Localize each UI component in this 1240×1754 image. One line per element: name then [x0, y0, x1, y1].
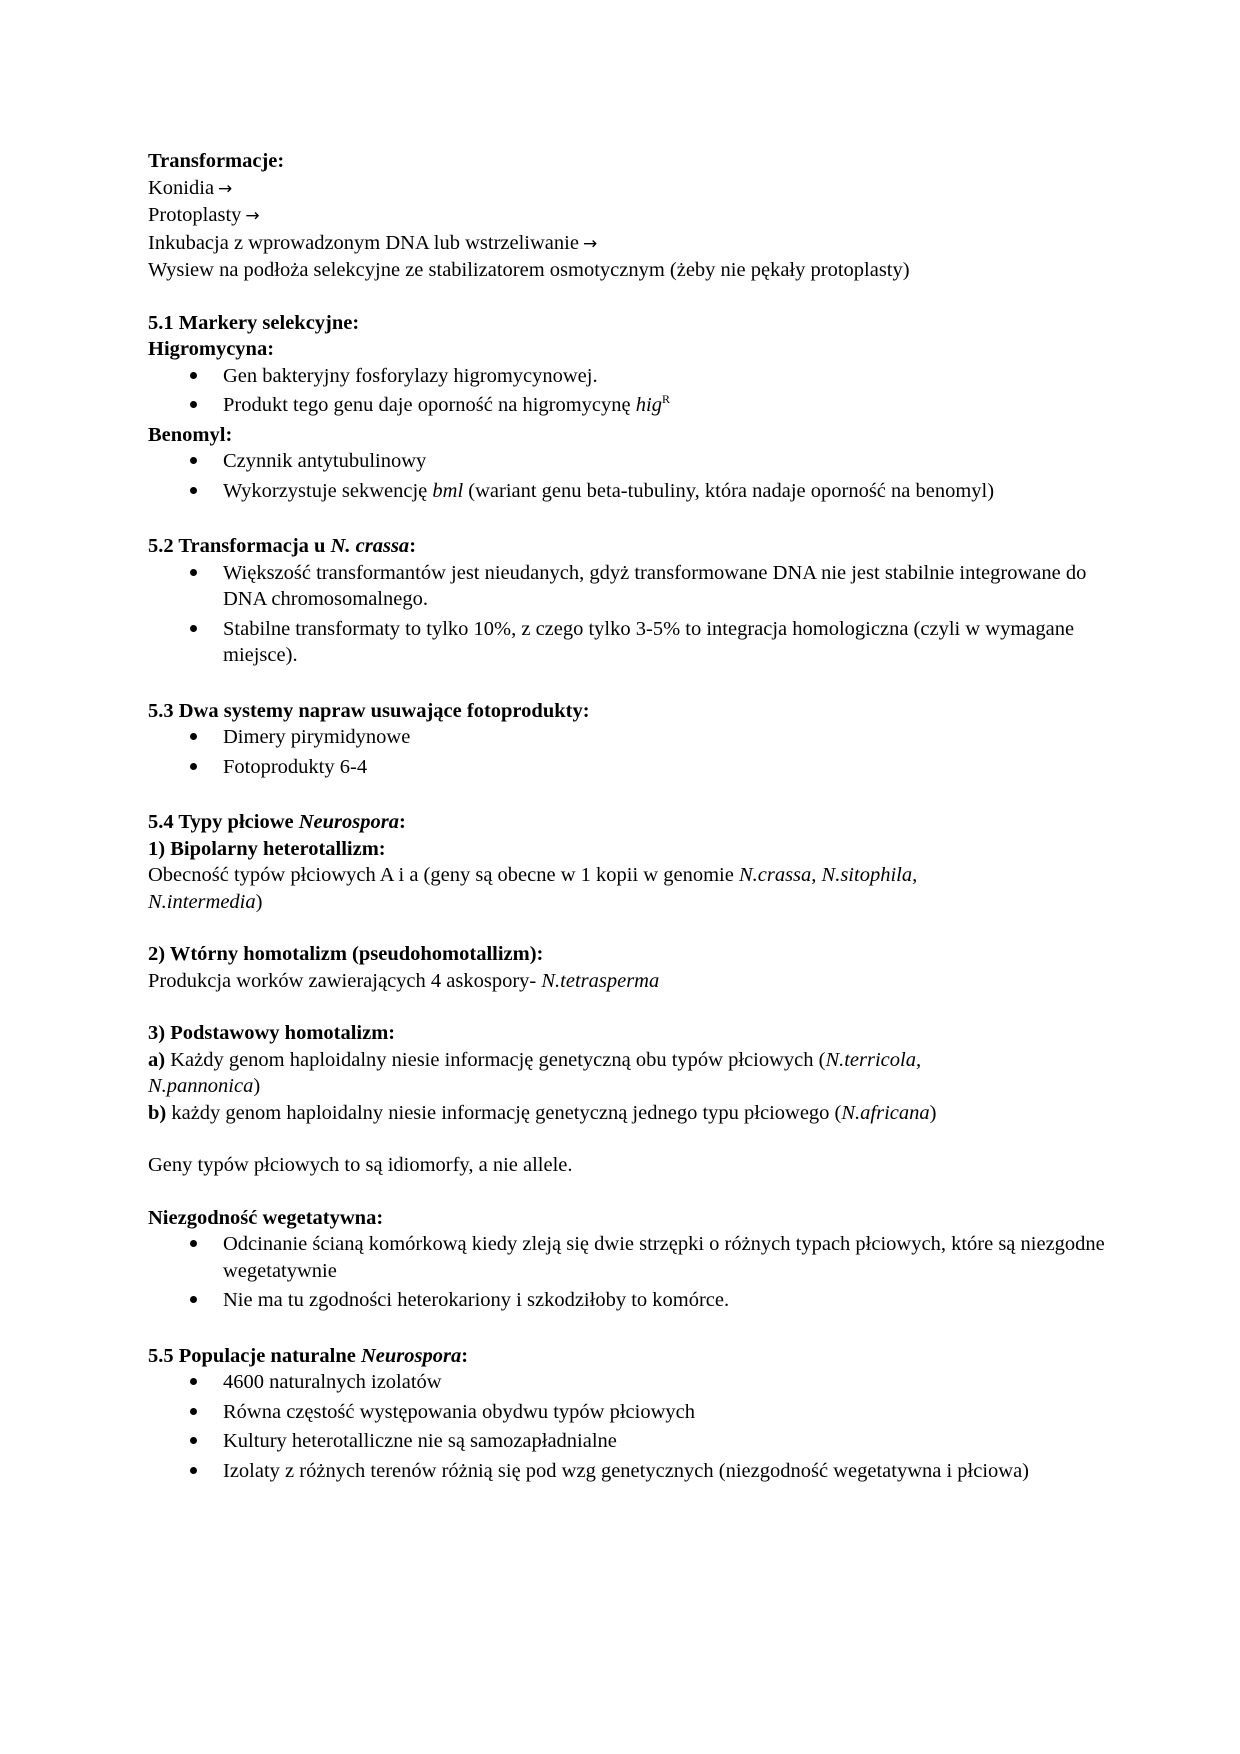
list-item — [223, 478, 1110, 505]
section-5-5-list — [148, 1369, 1110, 1484]
transform-heading: Transformacje: — [148, 150, 285, 172]
list-item — [223, 392, 1110, 419]
step-text: Inkubacja z wprowadzonym DNA lub wstrzeliwanie — [148, 231, 579, 254]
secondary-homothallism-text — [148, 968, 1110, 995]
species-name: N.crassa, N.sitophila, — [738, 864, 918, 886]
transform-step — [148, 202, 1110, 230]
heading-text: : — [409, 535, 417, 557]
paragraph-text: ) — [255, 890, 263, 913]
bipolar-text-cont — [148, 889, 1110, 916]
paragraph-text: ) — [929, 1101, 937, 1124]
list-item: Czynnik antytubulinowy — [223, 448, 1110, 475]
transform-last-step: Wysiew na podłoża selekcyjne ze stabilizatorem osmotycznym (żeby nie pękały protoplasty) — [148, 259, 910, 281]
heading-text: 5.5 Populacje naturalne — [148, 1344, 361, 1367]
primary-homothallism-a — [148, 1047, 1110, 1074]
gene-name: hig — [635, 394, 662, 416]
section-5-1-heading: 5.1 Markery selekcyjne: — [148, 311, 360, 334]
list-item: 4600 naturalnych izolatów — [223, 1369, 1110, 1396]
item-label: a) — [148, 1048, 166, 1071]
right-arrow-icon: → — [218, 178, 233, 199]
secondary-homothallism-heading: 2) Wtórny homotalizm (pseudohomotallizm): — [148, 943, 544, 965]
heading-text: 5.4 Typy płciowe — [148, 811, 299, 833]
list-item-text: (wariant genu beta-tubuliny, która nadaje oporność na benomyl) — [463, 479, 995, 502]
species-name: N.pannonica — [148, 1075, 254, 1097]
hygromycin-list — [148, 363, 1110, 419]
primary-homothallism-heading: 3) Podstawowy homotalizm: — [148, 1022, 396, 1044]
list-item: Równa częstość występowania obydwu typów płciowych — [223, 1399, 1110, 1426]
paragraph-text: Każdy genom haploidalny niesie informację genetyczną obu typów płciowych ( — [165, 1048, 826, 1071]
idiomorphs-text: Geny typów płciowych to są idiomorfy, a nie allele. — [148, 1154, 573, 1176]
list-item: Dimery pirymidynowe — [223, 724, 1110, 751]
section-5-3-heading: 5.3 Dwa systemy napraw usuwające fotoprodukty: — [148, 699, 590, 722]
transform-step — [148, 230, 1110, 258]
list-item: Gen bakteryjny fosforylazy higromycynowej. — [223, 363, 1110, 390]
paragraph-text: Produkcja worków zawierających 4 askospory- — [148, 969, 542, 992]
paragraph-text: Obecność typów płciowych A i a (geny są obecne w 1 kopii w genomie — [148, 864, 739, 886]
benomyl-heading: Benomyl: — [148, 423, 233, 446]
species-name: N.tetrasperma — [541, 969, 660, 992]
item-label: b) — [148, 1101, 167, 1124]
list-item: Większość transformantów jest nieudanych, gdyż transformowane DNA nie jest stabilnie integrowane do DNA chromosomalnego. — [223, 560, 1110, 613]
vegetative-incompatibility-heading: Niezgodność wegetatywna: — [148, 1206, 384, 1229]
step-text: Protoplasty — [148, 204, 242, 226]
transform-step — [148, 175, 1110, 203]
list-item: Odcinanie ścianą komórkową kiedy zleją się dwie strzępki o różnych typach płciowych, które są niezgodne wegetatywnie — [223, 1231, 1110, 1284]
vegetative-incompatibility-list — [148, 1231, 1110, 1314]
right-arrow-icon: → — [582, 233, 598, 254]
section-5-2-heading — [148, 533, 1110, 560]
heading-text: : — [398, 811, 406, 833]
species-name: N.terricola, — [825, 1048, 922, 1071]
hygromycin-heading: Higromycyna: — [148, 338, 275, 360]
list-item: Izolaty z różnych terenów różnią się pod wzg genetycznych (niezgodność wegetatywna i płciowa) — [223, 1458, 1110, 1485]
species-name: N.africana — [841, 1101, 930, 1124]
list-item: Nie ma tu zgodności heterokariony i szkodziłoby to komórce. — [223, 1287, 1110, 1314]
section-5-5-heading — [148, 1343, 1110, 1370]
list-item-text: Produkt tego genu daje oporność na higromycynę — [223, 394, 636, 416]
species-name: N. crassa — [330, 535, 410, 557]
heading-text: : — [461, 1344, 469, 1367]
species-name: Neurospora — [360, 1344, 462, 1367]
section-5-2-list — [148, 560, 1110, 669]
list-item: Kultury heterotalliczne nie są samozapładnialne — [223, 1428, 1110, 1455]
list-item: Stabilne transformaty to tylko 10%, z czego tylko 3-5% to integracja homologiczna (czyli w wymagane miejsce). — [223, 616, 1110, 669]
gene-name: bml — [432, 479, 464, 502]
primary-homothallism-b — [148, 1100, 1110, 1127]
list-item-text: Wykorzystuje sekwencję — [223, 479, 433, 502]
step-text: Konidia — [148, 176, 215, 199]
section-5-3-list — [148, 724, 1110, 780]
bipolar-heading: 1) Bipolarny heterotallizm: — [148, 837, 386, 860]
bipolar-text — [148, 862, 1110, 889]
paragraph-text: każdy genom haploidalny niesie informację genetyczną jednego typu płciowego ( — [166, 1101, 842, 1124]
list-item: Fotoprodukty 6-4 — [223, 754, 1110, 781]
species-name: N.intermedia — [148, 890, 256, 913]
benomyl-list — [148, 448, 1110, 504]
species-name: Neurospora — [298, 811, 399, 833]
heading-text: 5.2 Transformacja u — [148, 535, 331, 557]
paragraph-text: ) — [253, 1075, 261, 1097]
gene-superscript: R — [661, 392, 670, 406]
right-arrow-icon: → — [245, 206, 260, 226]
primary-homothallism-a-cont — [148, 1073, 1110, 1100]
section-5-4-heading — [148, 809, 1110, 836]
